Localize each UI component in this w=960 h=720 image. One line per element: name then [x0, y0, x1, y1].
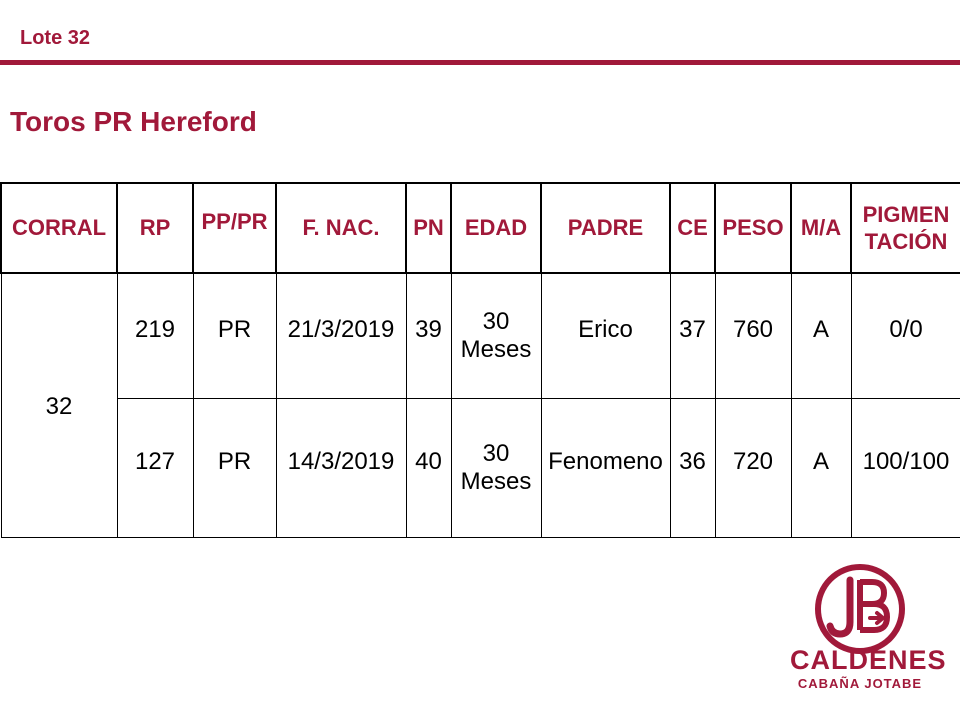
corral-cell: 32	[1, 273, 117, 538]
lot-label: Lote 32	[20, 27, 91, 49]
peso-cell: 720	[715, 399, 791, 538]
f-nac-cell: 21/3/2019	[276, 273, 406, 399]
ce-cell: 36	[670, 399, 715, 538]
table-row	[1, 273, 960, 399]
pigmentacion-cell: 100/100	[851, 399, 960, 538]
column-header-ce: CE	[670, 183, 715, 273]
padre-cell: Fenomeno	[541, 399, 670, 538]
brand-subtitle: CABAÑA JOTABE	[797, 676, 923, 691]
column-header-m-a: M/A	[791, 183, 851, 273]
ce-cell: 37	[670, 273, 715, 399]
edad-cell: 30 Meses	[451, 273, 541, 399]
pigmentacion-cell: 0/0	[851, 273, 960, 399]
lot-table	[0, 182, 960, 538]
edad-cell: 30 Meses	[451, 399, 541, 538]
table-row	[1, 399, 960, 538]
brand-name: CALDENES	[790, 645, 947, 675]
column-header-edad: EDAD	[451, 183, 541, 273]
peso-cell: 760	[715, 273, 791, 399]
column-header-pn: PN	[406, 183, 451, 273]
header-divider	[0, 60, 960, 65]
column-header-f-nac: F. NAC.	[276, 183, 406, 273]
pp-pr-cell: PR	[193, 273, 276, 399]
pn-cell: 39	[406, 273, 451, 399]
column-header-peso: PESO	[715, 183, 791, 273]
page-title: Toros PR Hereford	[10, 106, 257, 137]
m-a-cell: A	[791, 399, 851, 538]
rp-cell: 127	[117, 399, 193, 538]
f-nac-cell: 14/3/2019	[276, 399, 406, 538]
pp-pr-cell: PR	[193, 399, 276, 538]
column-header-rp: RP	[117, 183, 193, 273]
padre-cell: Erico	[541, 273, 670, 399]
column-header-pigmentacion: PIGMEN TACIÓN	[851, 183, 960, 273]
column-header-corral: CORRAL	[1, 183, 117, 273]
table-header-row	[1, 183, 960, 273]
pn-cell: 40	[406, 399, 451, 538]
column-header-pp-pr: PP/PR	[193, 183, 276, 273]
m-a-cell: A	[791, 273, 851, 399]
column-header-padre: PADRE	[541, 183, 670, 273]
rp-cell: 219	[117, 273, 193, 399]
